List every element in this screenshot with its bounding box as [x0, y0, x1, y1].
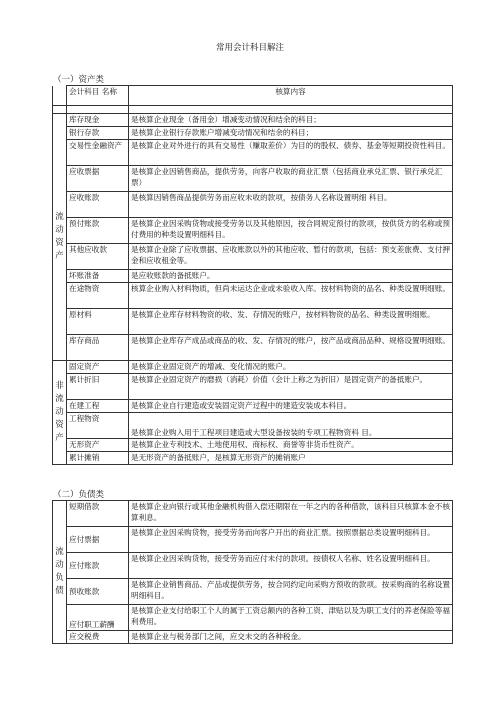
table-row: [53, 270, 453, 283]
account-name: 累计折旧: [67, 374, 129, 400]
account-desc: 是核算企业销售商品、产品或提供劳务，按合同约定向采购方预收的款项。按采购商的名称设置明细科目。: [129, 579, 453, 605]
table-row: [53, 501, 453, 527]
table-row: [53, 361, 453, 374]
account-desc: 是核算企业与税务部门之间，应交未交的各种税金。: [129, 631, 453, 644]
account-name: 固定资产: [67, 361, 129, 374]
table-row: [53, 374, 453, 400]
table-row: [53, 439, 453, 452]
table-row: [53, 553, 453, 579]
account-desc: 核算企业购入材料物质，但尚未运达企业或未验收入库。按材料物资的品名、种类设置明细账。: [129, 283, 453, 309]
account-name: 其他应收款: [67, 244, 129, 270]
table-row: [53, 166, 453, 192]
table-row: [53, 400, 453, 413]
account-name: 坏账准备: [67, 270, 129, 283]
table-row: [53, 192, 453, 218]
table-row: [53, 605, 453, 631]
table-row: [53, 127, 453, 140]
account-name: 应付职工薪酬: [67, 605, 129, 631]
account-name: 银行存款: [67, 127, 129, 140]
account-desc: 是核算企业现金（备用金）增减变动情况和结余的科目；: [129, 114, 453, 127]
table-row: [53, 631, 453, 644]
account-desc: 是核算企业向银行或其他金融机构借入偿还期限在一年之内的各种借款，该科目只核算本金不核算利息。: [129, 501, 453, 527]
account-name: 应收账款: [67, 192, 129, 218]
table-row: [53, 283, 453, 309]
account-desc: 是核算企业因销售商品，提供劳务，向客户收取的商业汇票（包括商业承兑汇票、银行承兑汇票）: [129, 166, 453, 192]
account-desc: 是核算企业银行存款账户增减变动情况和结余的科目；: [129, 127, 453, 140]
account-desc: 是核算企业对外进行的具有交易性（赚取差价）为目的的股权、债券、基金等短期投资性科目。: [129, 140, 453, 166]
account-desc: 是应收账款的备抵账户。: [129, 270, 453, 283]
liabilities-table: [52, 500, 453, 644]
account-desc: 是核算企业支付给职工个人的属于工资总额内的各种工资、津贴以及为职工支付的养老保险等福利费用。: [129, 605, 453, 631]
table-row: [53, 309, 453, 335]
account-name: 无形资产: [67, 439, 129, 452]
account-desc: 是核算企业除了应收票据、应收账款以外的其他应收、暂付的款项，包括：预支差旅费、支付押金和应收租金等。: [129, 244, 453, 270]
account-name: 工程物资: [67, 413, 129, 439]
category-current-assets: 流动资产: [53, 114, 67, 361]
account-desc: 是无形资产的备抵账户，是核算无形资产的摊销账户: [129, 452, 453, 465]
account-name: 应付票据: [67, 527, 129, 553]
account-desc: 是核算因销售商品提供劳务而应收未收的款项，按债务人名称设置明细 科目。: [129, 192, 453, 218]
account-name: 应交税费: [67, 631, 129, 644]
category-current-liabilities: 流动负债: [53, 501, 67, 644]
account-name: 在途物资: [67, 283, 129, 309]
account-name: 库存商品: [67, 335, 129, 361]
account-name: 在建工程: [67, 400, 129, 413]
account-desc: 是核算企业因采购货物，接受劳务而向客户开出的商业汇票。按照票据总类设置明细科目。: [129, 527, 453, 553]
document-title: 常用会计科目解注: [215, 43, 284, 53]
category-non-current-assets: 非流动资产: [53, 361, 67, 465]
account-name: 短期借款: [67, 501, 129, 527]
table-row: [53, 140, 453, 166]
assets-section-heading: （一）资产类: [53, 75, 105, 85]
account-name: 应付账款: [67, 553, 129, 579]
table-row: [53, 452, 453, 465]
account-desc: 是核算企业购入用于工程项目建造或大型设备按装的专项工程物资科 目。: [129, 413, 453, 439]
liabilities-section-heading: （二）负债类: [53, 490, 105, 500]
table-row: [53, 579, 453, 605]
account-name: 库存现金: [67, 114, 129, 127]
header-account-name: 会计科目 名称: [67, 86, 129, 106]
table-header-row: [53, 86, 453, 106]
table-row: [53, 218, 453, 244]
account-name: 累计摊销: [67, 452, 129, 465]
account-name: 原材料: [67, 309, 129, 335]
account-name: 预收账款: [67, 579, 129, 605]
header-content: 核算内容: [129, 86, 453, 106]
table-row: [53, 244, 453, 270]
account-desc: 是核算企业专利技术、土地使用权、商标权、商誉等非货币性资产。: [129, 439, 453, 452]
account-desc: 是核算企业因采购货物，接受劳务而应付未付的款项。按债权人名称、姓名设置明细科目。: [129, 553, 453, 579]
account-desc: 是核算企业库存材料物资的收、发、存情况的账户，按材料物资的品名、种类设置明细账。: [129, 309, 453, 335]
assets-table: [52, 85, 453, 465]
table-row: [53, 114, 453, 127]
account-desc: 是核算企业固定资产的磨损（消耗）价值（会计上称之为折旧）是固定资产的备抵账户。: [129, 374, 453, 400]
account-name: 预付账款: [67, 218, 129, 244]
account-name: 应收票据: [67, 166, 129, 192]
account-name: 交易性金融资产: [67, 140, 129, 166]
account-desc: 是核算企业固定资产的增减、变化情况的账户。: [129, 361, 453, 374]
table-row: [53, 527, 453, 553]
table-row: [53, 413, 453, 439]
account-desc: 是核算企业因采购货物或接受劳务以及其他原因，按合同规定预付的款项，按供货方的名称或预付费用的种类设置明细科目。: [129, 218, 453, 244]
account-desc: 是核算企业自行建造或安装固定资产过程中的建造安装成本科目。: [129, 400, 453, 413]
account-desc: 是核算企业库存产成品或商品的收、发、存情况的账户，按产品或商品品种、规格设置明细账。: [129, 335, 453, 361]
table-row: [53, 335, 453, 361]
